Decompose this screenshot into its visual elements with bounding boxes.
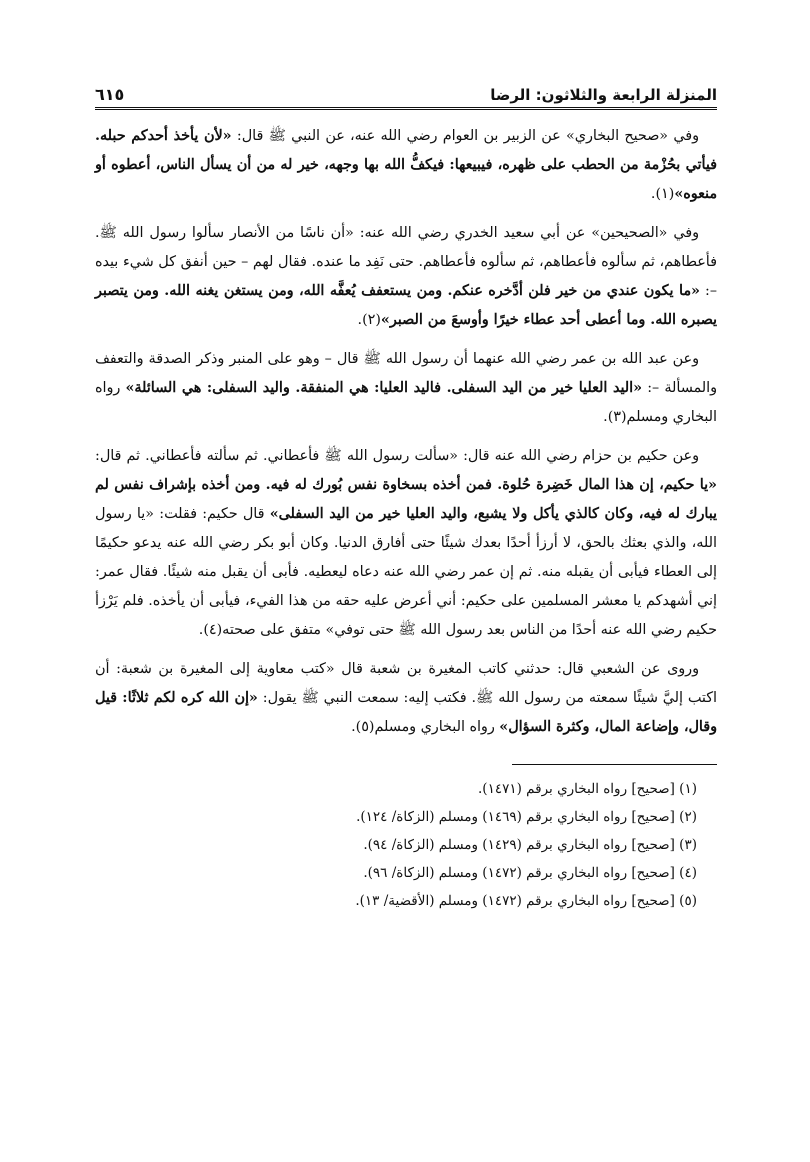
- chapter-title: المنزلة الرابعة والثلاثون: الرضا: [490, 86, 717, 104]
- hadith-quote: «إن الله كره لكم ثلاثًا: قيل وقال، وإضاعة المال، وكثرة السؤال»: [95, 690, 717, 735]
- paragraph: وروى عن الشعبي قال: حدثني كاتب المغيرة بن شعبة قال «كتب معاوية إلى المغيرة بن شعبة: أن اكتب إليَّ شيئًا سمعته من رسول الله ﷺ. فكتب إليه: سمعت النبي ﷺ يقول: «إن الله كره لكم ثلاثًا: قيل وقال، وإضاعة المال، وكثرة السؤال» رواه البخاري ومسلم(٥).: [95, 661, 717, 735]
- page-number: ٦١٥: [95, 85, 125, 104]
- hadith-quote: «ما يكون عندي من خير فلن أدَّخره عنكم. ومن يستعفف يُعفَّه الله، ومن يستغن يغنه الله. ومن يتصبر يصبره الله. وما أعطى أحد عطاء خيرًا وأوسعَ من الصبر»: [95, 283, 717, 328]
- footnote: (٤) [صحيح] رواه البخاري برقم (١٤٧٢) ومسلم (الزكاة/ ٩٦).: [363, 865, 697, 881]
- book-page: [95, 78, 717, 915]
- hadith-quote: «اليد العليا خير من اليد السفلى. فاليد العليا: هي المنفقة. واليد السفلى: هي السائلة»: [125, 380, 643, 396]
- hadith-quote: «يا حكيم، إن هذا المال خَضِرة حُلوة. فمن أخذه بسخاوة نفس بُورك له فيه. ومن أخذه بإشراف نفس لم يبارك له فيه، وكان كالذي يأكل ولا يشبع، واليد العليا خير من اليد السفلى»: [95, 477, 717, 522]
- paragraph: وعن عبد الله بن عمر رضي الله عنهما أن رسول الله ﷺ قال – وهو على المنبر وذكر الصدقة والتعفف والمسألة –: «اليد العليا خير من اليد السفلى. فاليد العليا: هي المنفقة. واليد السفلى: هي السائلة» رواه البخاري ومسلم(٣).: [95, 351, 717, 425]
- paragraph: وعن حكيم بن حزام رضي الله عنه قال: «سألت رسول الله ﷺ فأعطاني. ثم سألته فأعطاني. ثم قال: «يا حكيم، إن هذا المال خَضِرة حُلوة. فمن أخذه بسخاوة نفس بُورك له فيه. ومن أخذه بإشراف نفس لم يبارك له فيه، وكان كالذي يأكل ولا يشبع، واليد العليا خير من اليد السفلى» قال حكيم: فقلت: «يا رسول الله، والذي بعثك بالحق، لا أرزأ أحدًا بعدك شيئًا حتى أفارق الدنيا. وكان أبو بكر رضي الله عنه يدعو حكيمًا إلى العطاء فيأبى أن يقبله منه. ثم إن عمر رضي الله عنه دعاه ليعطيه. فأبى أن يقبل منه شيئًا. فقال عمر: إني أشهدكم يا معشر المسلمين على حكيم: أني أعرض عليه حقه من هذا الفيء، فيأبى أن يأخذه. فلم يَرْزأ حكيم رضي الله عنه أحدًا من الناس بعد رسول الله ﷺ حتى توفي» متفق على صحته(٤).: [95, 448, 717, 638]
- main-text: [95, 122, 717, 742]
- footnote-divider: [512, 764, 717, 765]
- footnote: (٣) [صحيح] رواه البخاري برقم (١٤٢٩) ومسلم (الزكاة/ ٩٤).: [363, 837, 697, 853]
- footnote: (١) [صحيح] رواه البخاري برقم (١٤٧١).: [478, 781, 697, 797]
- footnotes: [95, 775, 717, 915]
- paragraph: وفي «صحيح البخاري» عن الزبير بن العوام رضي الله عنه، عن النبي ﷺ قال: «لأن يأخذ أحدكم حبله. فيأتي بحُزْمة من الحطب على ظهره، فيبيعها: فيكفُّ الله بها وجهه، خير له من أن يسأل الناس، أعطوه أو منعوه»(١).: [95, 128, 717, 202]
- paragraph: وفي «الصحيحين» عن أبي سعيد الخدري رضي الله عنه: «أن ناسًا من الأنصار سألوا رسول الله ﷺ. فأعطاهم، ثم سألوه فأعطاهم، ثم سألوه فأعطاهم. حتى نَفِد ما عنده. فقال لهم – حين أنفق كل شيء بيده –: «ما يكون عندي من خير فلن أدَّخره عنكم. ومن يستعفف يُعفَّه الله، ومن يستغن يغنه الله. ومن يتصبر يصبره الله. وما أعطى أحد عطاء خيرًا وأوسعَ من الصبر»(٢).: [95, 225, 717, 328]
- hadith-quote: «لأن يأخذ أحدكم حبله. فيأتي بحُزْمة من الحطب على ظهره، فيبيعها: فيكفُّ الله بها وجهه، خير له من أن يسأل الناس، أعطوه أو منعوه»: [95, 128, 717, 202]
- footnote: (٢) [صحيح] رواه البخاري برقم (١٤٦٩) ومسلم (الزكاة/ ١٢٤).: [356, 809, 697, 825]
- footnote: (٥) [صحيح] رواه البخاري برقم (١٤٧٢) ومسلم (الأقضية/ ١٣).: [355, 893, 697, 909]
- running-header: [95, 78, 717, 110]
